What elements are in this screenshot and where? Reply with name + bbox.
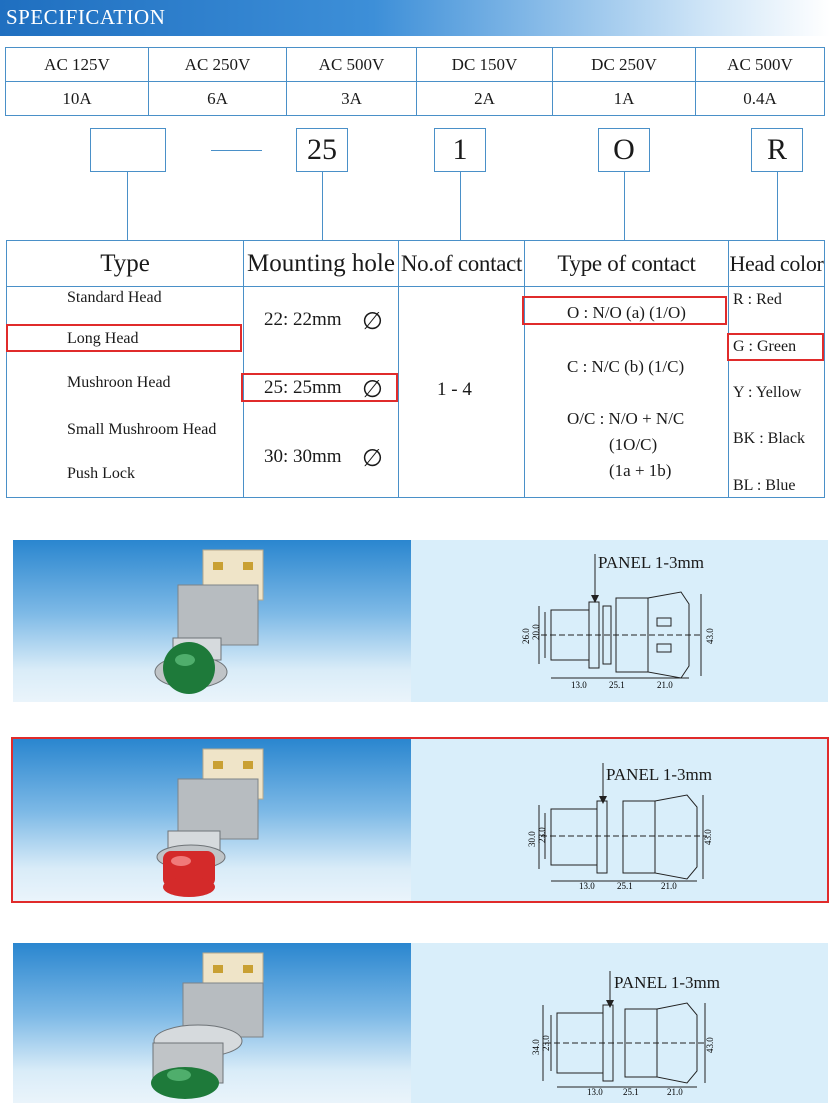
contact-type-item: O : N/O (a) (1/O) — [567, 303, 686, 322]
voltage-cell: AC 500V — [287, 48, 417, 82]
connector-line — [624, 172, 625, 240]
dim-inner: 20.0 — [531, 624, 541, 640]
current-row — [6, 82, 825, 116]
current-cell: 10A — [6, 82, 149, 116]
code-table — [6, 240, 825, 498]
connector-line — [127, 172, 128, 240]
dim-outer: 30.0 — [527, 831, 537, 847]
code-box-contact-type: O — [598, 128, 650, 172]
dimension-svg — [411, 540, 828, 702]
mounting-item: 25: 25mm — [264, 377, 342, 398]
type-header: Type — [7, 241, 243, 287]
current-cell: 0.4A — [696, 82, 825, 116]
dim-a: 13.0 — [579, 881, 595, 891]
dim-h: 43.0 — [705, 1037, 715, 1053]
voltage-row — [6, 48, 825, 82]
color-item: R : Red — [733, 291, 782, 308]
panel-label: PANEL 1-3mm — [614, 973, 720, 992]
dim-c: 21.0 — [661, 881, 677, 891]
product-photo — [13, 943, 411, 1103]
current-cell: 2A — [417, 82, 553, 116]
dim-inner: 23.0 — [537, 827, 547, 843]
type-item: Small Mushroom Head — [67, 421, 217, 438]
dim-c: 21.0 — [667, 1087, 683, 1097]
type-item: Mushroon Head — [67, 374, 171, 391]
dimension-svg — [411, 943, 828, 1103]
contacts-range: 1 - 4 — [437, 379, 472, 400]
contacts-column — [398, 241, 524, 497]
product-row-selected — [11, 737, 829, 903]
header-bar — [0, 0, 830, 36]
dimension-drawing — [411, 540, 828, 702]
contacts-header: No.of contact — [399, 241, 524, 287]
dim-outer: 34.0 — [531, 1039, 541, 1055]
diameter-icon: ∅ — [362, 377, 383, 403]
push-button-illustration — [13, 540, 411, 702]
mounting-item: 30: 30mm — [264, 446, 342, 467]
diameter-icon: ∅ — [362, 446, 383, 472]
selected-contact-highlight — [522, 296, 727, 325]
mounting-item: 22: 22mm — [264, 309, 342, 330]
color-item: BL : Blue — [733, 477, 796, 494]
selected-type-highlight — [6, 324, 242, 352]
code-box-mounting: 25 — [296, 128, 348, 172]
head-color-header: Head color — [729, 241, 824, 287]
dimension-svg — [411, 739, 828, 901]
connector-line — [460, 172, 461, 240]
panel-label: PANEL 1-3mm — [598, 553, 704, 572]
contact-type-item: (1a + 1b) — [609, 461, 672, 480]
dim-a: 13.0 — [587, 1087, 603, 1097]
voltage-cell: DC 150V — [417, 48, 553, 82]
product-row — [13, 540, 828, 702]
code-box-contacts: 1 — [434, 128, 486, 172]
type-item: Standard Head — [67, 289, 162, 306]
voltage-cell: AC 500V — [696, 48, 825, 82]
contact-type-column — [524, 241, 728, 497]
dim-c: 21.0 — [657, 680, 673, 690]
current-cell: 6A — [149, 82, 287, 116]
dim-a: 13.0 — [571, 680, 587, 690]
product-row — [13, 943, 828, 1103]
code-dash — [211, 150, 262, 151]
dimension-drawing — [411, 943, 828, 1103]
mounting-column — [243, 241, 398, 497]
selected-mounting-highlight — [241, 373, 398, 402]
color-item: BK : Black — [733, 430, 805, 447]
connector-line — [777, 172, 778, 240]
push-button-illustration — [13, 739, 411, 901]
mounting-header: Mounting hole — [244, 241, 398, 287]
code-box-type — [90, 128, 166, 172]
voltage-cell: AC 250V — [149, 48, 287, 82]
diameter-icon: ∅ — [362, 309, 383, 335]
dim-h: 43.0 — [705, 628, 715, 644]
dim-b: 25.1 — [617, 881, 633, 891]
contact-type-item: C : N/C (b) (1/C) — [567, 357, 685, 376]
type-item: Long Head — [67, 330, 139, 347]
dim-inner: 23.0 — [541, 1035, 551, 1051]
voltage-cell: DC 250V — [553, 48, 696, 82]
dim-h: 43.0 — [703, 829, 713, 845]
connector-line — [322, 172, 323, 240]
head-color-column — [728, 241, 824, 497]
contact-type-item: (1O/C) — [609, 435, 658, 454]
panel-label: PANEL 1-3mm — [606, 765, 712, 784]
contact-type-item: O/C : N/O + N/C — [567, 409, 685, 428]
product-photo — [13, 540, 411, 702]
color-item: G : Green — [733, 338, 797, 355]
contact-type-header: Type of contact — [525, 241, 728, 287]
voltage-cell: AC 125V — [6, 48, 149, 82]
current-cell: 1A — [553, 82, 696, 116]
type-column — [7, 241, 243, 497]
dim-b: 25.1 — [609, 680, 625, 690]
dim-b: 25.1 — [623, 1087, 639, 1097]
push-button-illustration — [13, 943, 411, 1103]
type-item: Push Lock — [67, 465, 135, 482]
product-photo — [13, 739, 411, 901]
current-cell: 3A — [287, 82, 417, 116]
dim-outer: 26.0 — [521, 628, 531, 644]
dimension-drawing — [411, 739, 827, 901]
rating-table — [5, 47, 825, 116]
color-item: Y : Yellow — [733, 384, 802, 401]
code-box-head-color: R — [751, 128, 803, 172]
selected-color-highlight — [727, 333, 824, 361]
page-title: SPECIFICATION — [6, 5, 166, 29]
